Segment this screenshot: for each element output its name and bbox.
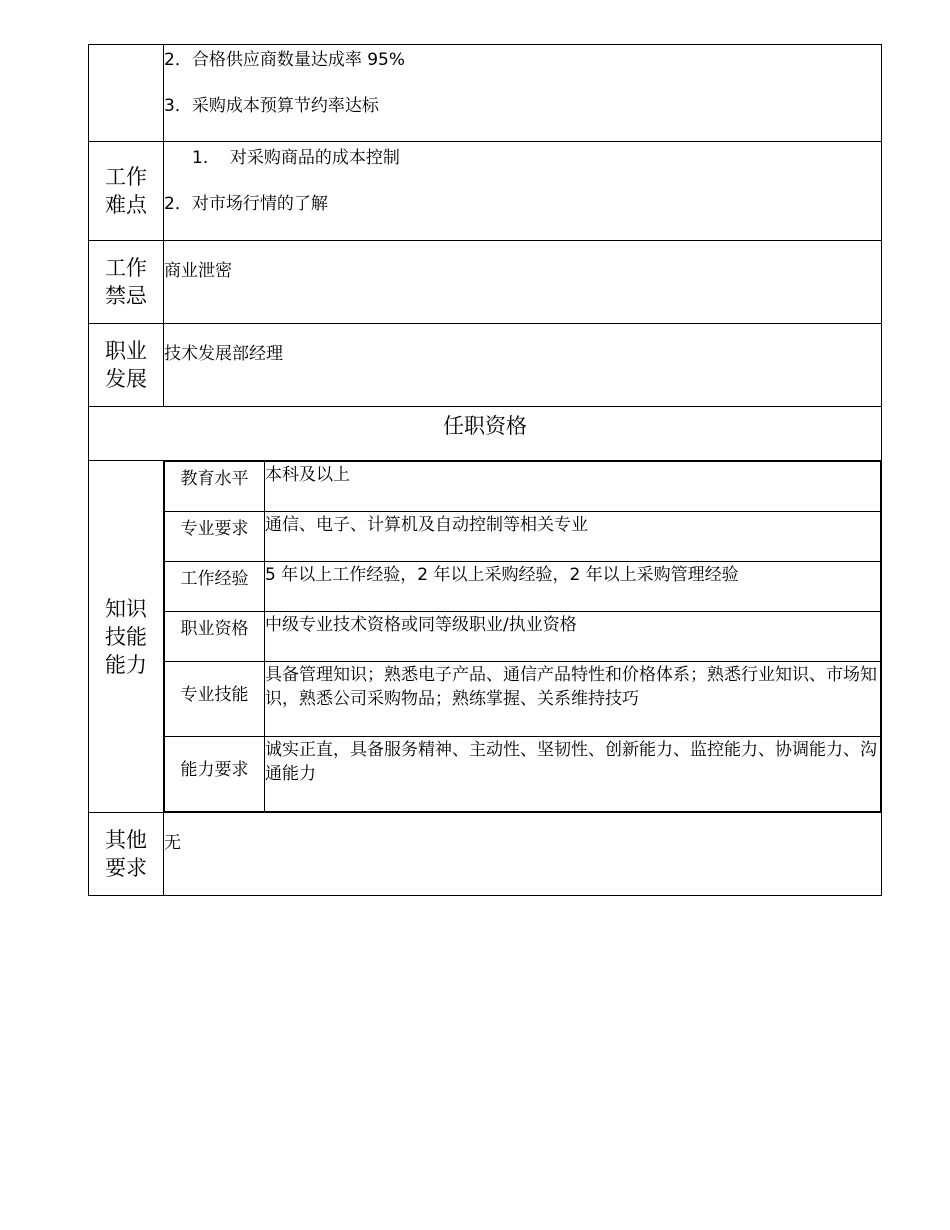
item-value: 5 年以上工作经验，2 年以上采购经验，2 年以上采购管理经验 (265, 562, 881, 612)
taboo-label: 工作 禁忌 (89, 241, 164, 324)
knowledge-item (165, 612, 881, 662)
item-name: 能力要求 (165, 737, 265, 812)
difficulty-line-2: 2．对市场行情的了解 (164, 194, 328, 214)
knowledge-items-cell (164, 461, 882, 813)
section-title: 任职资格 (89, 407, 882, 461)
career-content: 技术发展部经理 (164, 324, 882, 407)
other-requirements-row (89, 813, 882, 896)
knowledge-item (165, 462, 881, 512)
knowledge-items-table (164, 461, 881, 812)
item-value: 通信、电子、计算机及自动控制等相关专业 (265, 512, 881, 562)
difficulty-label: 工作 难点 (89, 142, 164, 241)
item-name: 教育水平 (165, 462, 265, 512)
item-value: 本科及以上 (265, 462, 881, 512)
item-value: 诚实正直，具备服务精神、主动性、坚韧性、创新能力、监控能力、协调能力、沟通能力 (265, 737, 881, 812)
knowledge-row (89, 461, 882, 813)
item-name: 专业要求 (165, 512, 265, 562)
item-name: 专业技能 (165, 662, 265, 737)
item-value: 中级专业技术资格或同等级职业/执业资格 (265, 612, 881, 662)
taboo-row (89, 241, 882, 324)
job-description-table (88, 44, 882, 896)
difficulty-line-1: 1. 对采购商品的成本控制 (192, 148, 400, 168)
kpi-line-2: 2．合格供应商数量达成率 95% (164, 50, 406, 70)
knowledge-item (165, 737, 881, 812)
knowledge-item (165, 562, 881, 612)
qualification-section-row (89, 407, 882, 461)
other-label: 其他 要求 (89, 813, 164, 896)
kpi-line-3: 3．采购成本预算节约率达标 (164, 96, 379, 116)
kpi-label-cell (89, 45, 164, 142)
knowledge-label: 知识 技能 能力 (89, 461, 164, 813)
knowledge-item (165, 512, 881, 562)
item-name: 职业资格 (165, 612, 265, 662)
item-value: 具备管理知识；熟悉电子产品、通信产品特性和价格体系；熟悉行业知识、市场知识，熟悉公司采购物品；熟练掌握、关系维持技巧 (265, 662, 881, 737)
knowledge-item (165, 662, 881, 737)
career-label: 职业 发展 (89, 324, 164, 407)
taboo-content: 商业泄密 (164, 241, 882, 324)
difficulty-content (164, 142, 882, 241)
item-name: 工作经验 (165, 562, 265, 612)
other-content: 无 (164, 813, 882, 896)
difficulty-row (89, 142, 882, 241)
kpi-continued-row (89, 45, 882, 142)
kpi-content-cell (164, 45, 882, 142)
career-row (89, 324, 882, 407)
